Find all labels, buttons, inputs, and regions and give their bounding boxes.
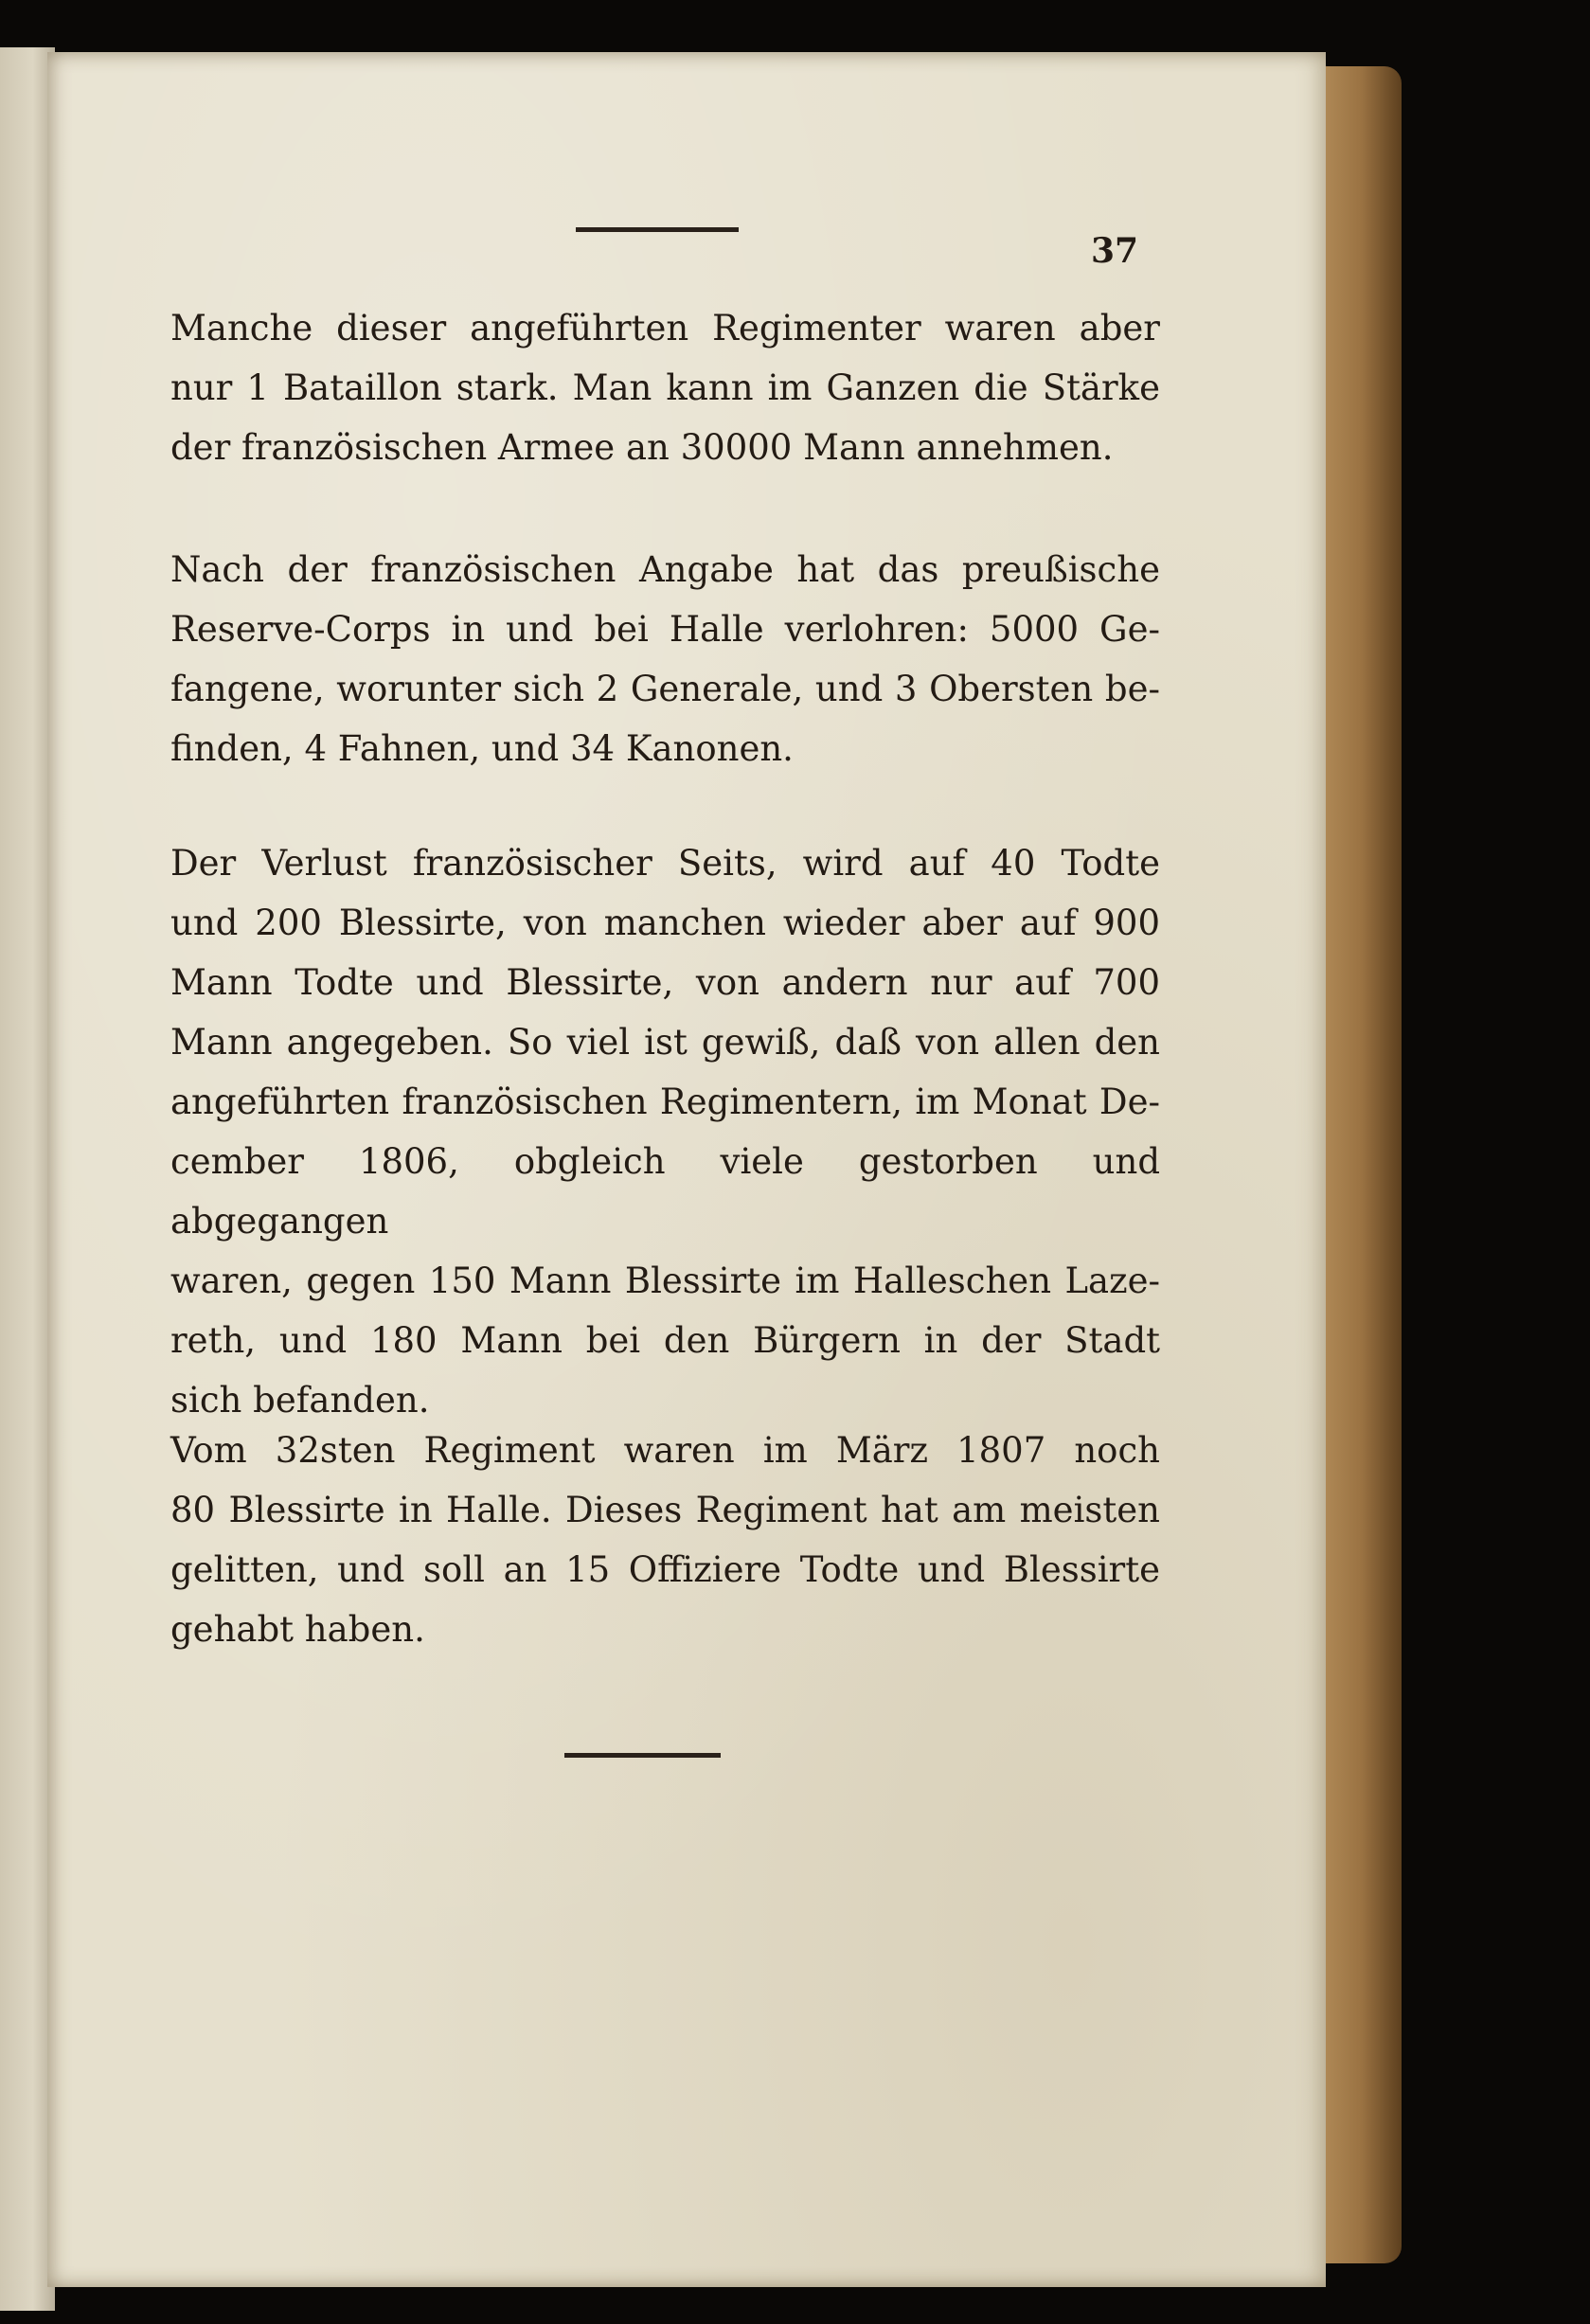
text-line: waren, gegen 150 Mann Blessirte im Halleschen Laze- [170,1260,1160,1301]
text-line: cember 1806, obgleich viele gestorben und abgegangen [170,1141,1160,1242]
header-rule [576,227,739,232]
text-line: Manche dieser angeführten Regimenter waren aber [170,308,1160,349]
text-line: 80 Blessirte in Halle. Dieses Regiment hat am meisten [170,1490,1160,1530]
text-line: Vom 32sten Regiment waren im März 1807 noch [170,1430,1160,1471]
page-number: 37 [1091,231,1139,271]
text-line: reth, und 180 Mann bei den Bürgern in der Stadt [170,1320,1160,1361]
paragraph-3 [170,833,1160,1430]
text-line: finden, 4 Fahnen, und 34 Kanonen. [170,728,794,769]
text-line: sich befanden. [170,1380,430,1421]
text-line: und 200 Blessirte, von manchen wieder aber auf 900 [170,903,1160,943]
text-line: nur 1 Bataillon stark. Man kann im Ganzen die Stärke [170,367,1160,408]
text-line: gehabt haben. [170,1609,425,1650]
text-line: Reserve-Corps in und bei Halle verlohren: 5000 Ge- [170,609,1160,650]
text-line: Der Verlust französischer Seits, wird auf 40 Todte [170,843,1160,884]
text-line: angeführten französischen Regimentern, im Monat De- [170,1082,1160,1122]
text-line: Mann angegeben. So viel ist gewiß, daß von allen den [170,1022,1160,1063]
text-line: Mann Todte und Blessirte, von andern nur auf 700 [170,962,1160,1003]
text-line: Nach der französischen Angabe hat das preußische [170,549,1160,590]
text-line: gelitten, und soll an 15 Offiziere Todte und Blessirte [170,1549,1160,1590]
paragraph-2 [170,540,1160,778]
footer-rule [564,1753,721,1758]
text-line: fangene, worunter sich 2 Generale, und 3 Obersten be- [170,669,1160,709]
paragraph-1 [170,298,1160,477]
text-line: der französischen Armee an 30000 Mann annehmen. [170,427,1114,468]
paragraph-4 [170,1421,1160,1659]
